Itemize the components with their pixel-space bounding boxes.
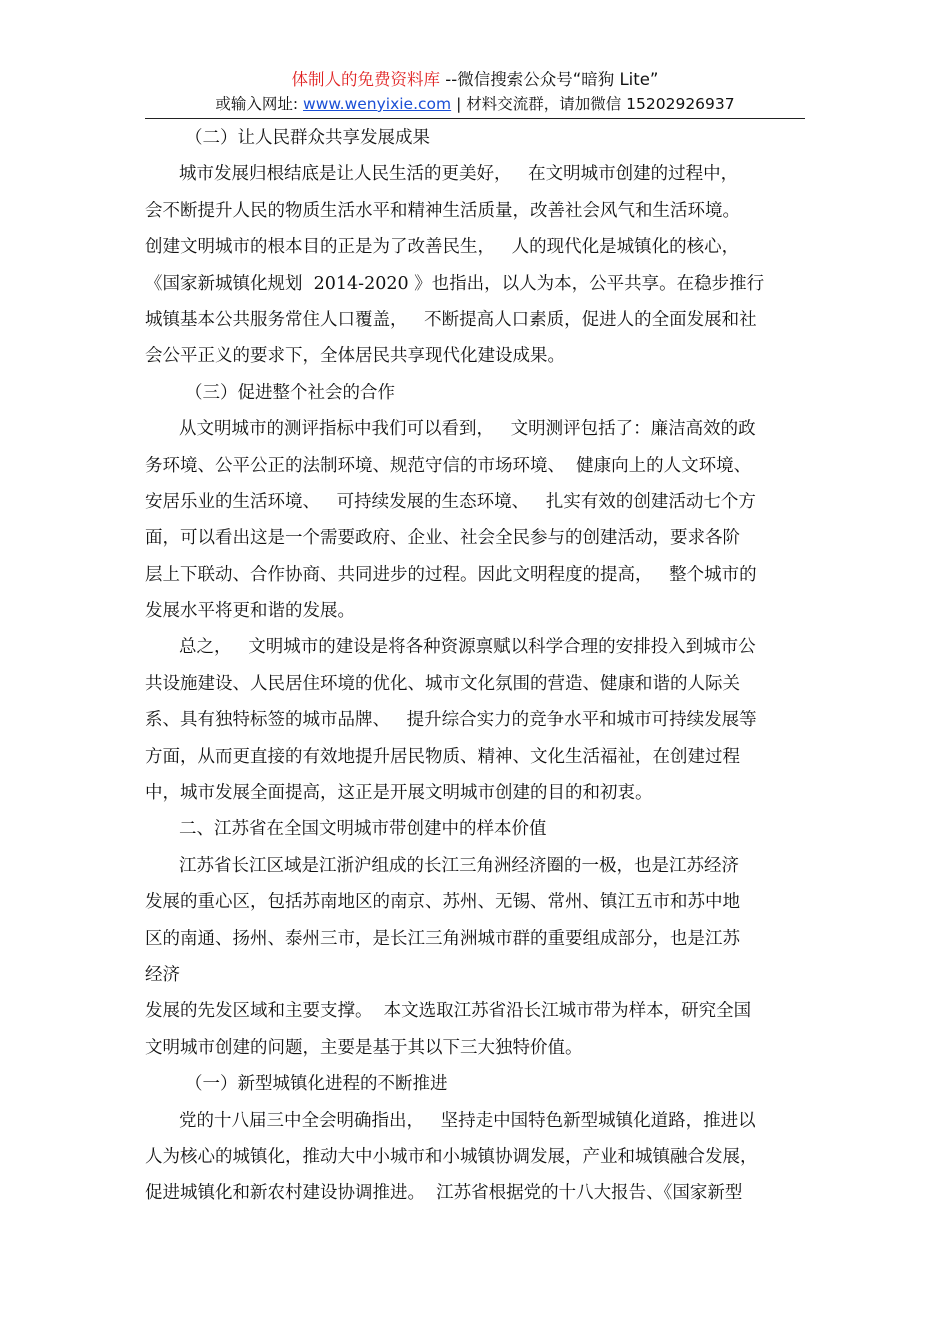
text-line: 创建文明城市的根本目的正是为了改善民生， 人的现代化是城镇化的核心， xyxy=(145,237,740,258)
text-line: 方面，从而更直接的有效地提升居民物质、精神、文化生活福祉，在创建过程 xyxy=(145,746,740,767)
text-line: 会公平正义的要求下，全体居民共享现代化建设成果。 xyxy=(145,346,565,367)
text-line: 面，可以看出这是一个需要政府、企业、社会全民参与的创建活动，要求各阶 xyxy=(145,528,740,549)
text-line: 发展的重心区，包括苏南地区的南京、苏州、无锡、常州、镇江五市和苏中地 xyxy=(145,892,740,913)
section-heading: （二）让人民群众共享发展成果 xyxy=(185,128,430,148)
text-line: 江苏省长江区域是江浙沪组成的长江三角洲经济圈的一极，也是江苏经济 xyxy=(179,855,739,876)
text-line: 人为核心的城镇化，推动大中小城市和小城镇协调发展，产业和城镇融合发展， xyxy=(145,1146,758,1167)
header-url-suffix: | 材料交流群，请加微信 15202926937 xyxy=(451,95,735,113)
text-line: 经济 xyxy=(145,964,180,985)
text-line: 党的十八届三中全会明确指出， 坚持走中国特色新型城镇化道路，推进以 xyxy=(179,1110,756,1131)
text-line: 区的南通、扬州、泰州三市，是长江三角洲城市群的重要组成部分，也是江苏 xyxy=(145,928,740,949)
text-line: 《国家新城镇化规划 2014-2020 》也指出，以人为本，公平共享。在稳步推行 xyxy=(145,273,765,294)
header-title-line xyxy=(145,68,805,92)
text-line: 层上下联动、合作协商、共同进步的过程。因此文明程度的提高， 整个城市的 xyxy=(145,564,757,585)
header-url-prefix: 或输入网址: xyxy=(215,95,304,113)
text-line: 务环境、公平公正的法制环境、规范守信的市场环境、 健康向上的人文环境、 xyxy=(145,455,752,476)
header-url-line xyxy=(145,92,805,116)
text-line: 总之， 文明城市的建设是将各种资源禀赋以科学合理的安排投入到城市公 xyxy=(179,637,756,658)
section-heading: （一）新型城镇化进程的不断推进 xyxy=(185,1074,448,1095)
text-line: 从文明城市的测评指标中我们可以看到， 文明测评包括了：廉洁高效的政 xyxy=(179,419,756,440)
header-divider xyxy=(145,118,805,119)
text-line: 发展的先发区域和主要支撑。 本文选取江苏省沿长江城市带为样本，研究全国 xyxy=(145,1001,752,1022)
text-line: 中，城市发展全面提高，这正是开展文明城市创建的目的和初衷。 xyxy=(145,783,653,804)
header-title-black: --微信搜索公众号“暗狗 Lite” xyxy=(440,70,659,89)
text-line: 安居乐业的生活环境、 可持续发展的生态环境、 扎实有效的创建活动七个方 xyxy=(145,491,756,512)
text-line: 城镇基本公共服务常住人口覆盖， 不断提高人口素质，促进人的全面发展和社 xyxy=(145,309,757,330)
section-heading: 二、江苏省在全国文明城市带创建中的样本价值 xyxy=(179,819,547,840)
document-body xyxy=(145,120,813,1212)
header-title-red: 体制人的免费资料库 xyxy=(291,70,441,89)
text-line: 系、具有独特标签的城市品牌、 提升综合实力的竞争水平和城市可持续发展等 xyxy=(145,710,757,731)
text-line: 发展水平将更和谐的发展。 xyxy=(145,601,355,622)
section-heading: （三）促进整个社会的合作 xyxy=(185,382,395,403)
text-line: 会不断提升人民的物质生活水平和精神生活质量，改善社会风气和生活环境。 xyxy=(145,200,740,221)
text-line: 共设施建设、人民居住环境的优化、城市文化氛围的营造、健康和谐的人际关 xyxy=(145,673,740,694)
website-link[interactable]: www.wenyixie.com xyxy=(303,95,452,113)
text-line: 文明城市创建的问题，主要是基于其以下三大独特价值。 xyxy=(145,1037,583,1058)
text-line: 城市发展归根结底是让人民生活的更美好， 在文明城市创建的过程中， xyxy=(179,164,739,185)
text-line: 促进城镇化和新农村建设协调推进。 江苏省根据党的十八大报告、《国家新型 xyxy=(145,1183,743,1204)
page-header xyxy=(145,68,805,116)
